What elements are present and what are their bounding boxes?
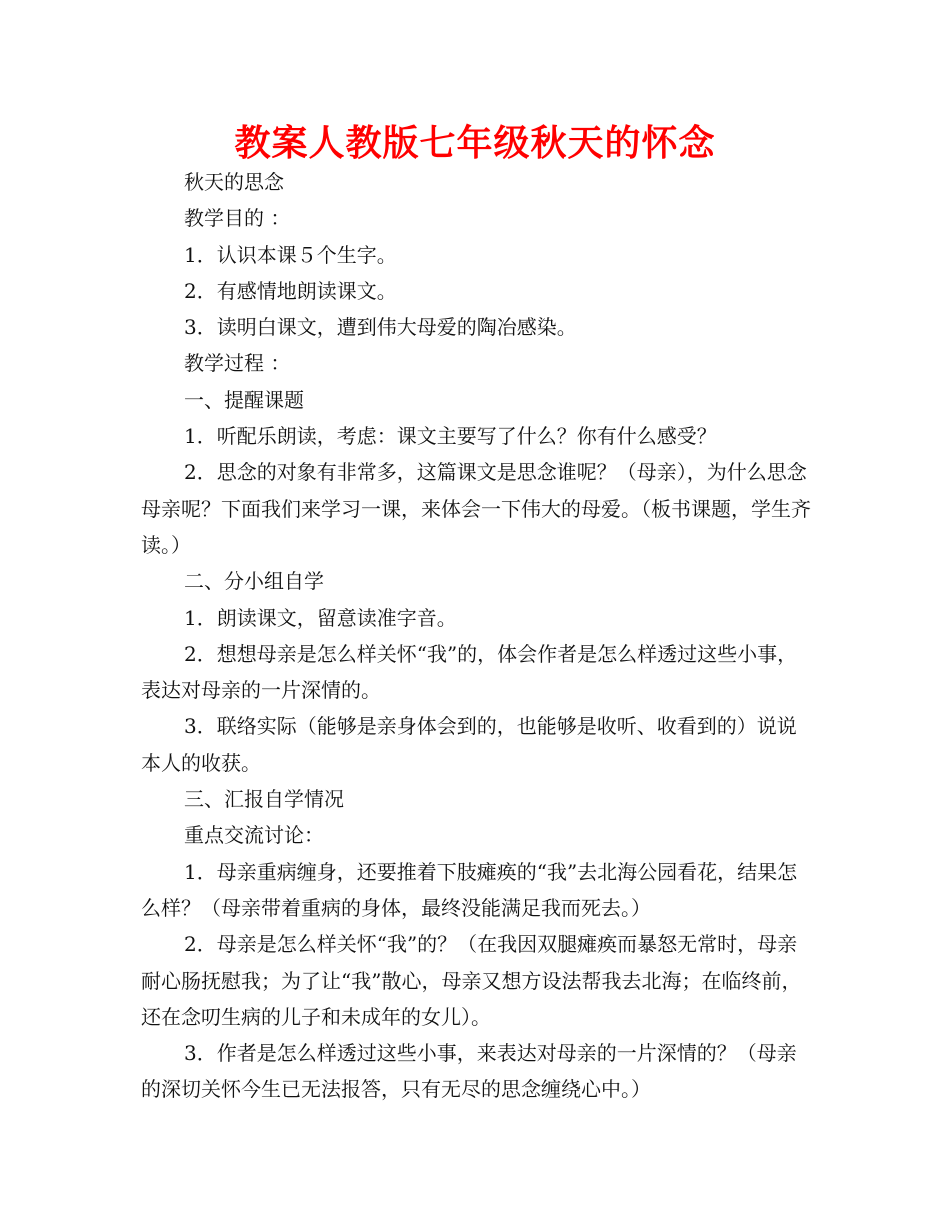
paragraph-section-1-item-1: 1．听配乐朗读，考虑：课文主要写了什么？你有什么感受？ bbox=[184, 424, 717, 449]
paragraph-objective-3: 3．读明白课文，遭到伟大母爱的陶冶感染。 bbox=[184, 315, 577, 340]
paragraph-process-heading: 教学过程 ： bbox=[184, 351, 291, 376]
paragraph-subtitle: 秋天的思念 bbox=[184, 170, 284, 194]
document-body bbox=[141, 164, 813, 1108]
paragraph-objective-1: 1．认识本课５个生字。 bbox=[184, 242, 397, 267]
paragraph-discussion-item-3: 3．作者是怎么样透过这些小事，来表达对母亲的一片深情的？（母亲的深切关怀今生已无法报答，只有无尽的思念缠绕心中。） bbox=[141, 1041, 797, 1102]
paragraph-section-2-item-3: 3．联络实际（能够是亲身体会到的，也能够是收听、收看到的）说说本人的收获。 bbox=[141, 714, 797, 775]
paragraph-section-2-item-2: 2．想想母亲是怎么样关怀“我”的，体会作者是怎么样透过这些小事，表达对母亲的一片深情的。 bbox=[141, 641, 798, 703]
paragraph-discussion-item-2: 2．母亲是怎么样关怀“我”的？（在我因双腿瘫痪而暴怒无常时，母亲耐心肠抚慰我；为了让“我”散心，母亲又想方设法帮我去北海；在临终前，还在念叨生病的儿子和未成年的女儿）。 bbox=[141, 932, 802, 1029]
paragraph-section-1-heading: 一、提醒课题 bbox=[184, 387, 304, 412]
paragraph-section-3-heading: 三、汇报自学情况 bbox=[184, 787, 344, 812]
paragraph-objectives-heading: 教学目的 ： bbox=[184, 206, 291, 231]
paragraph-discussion-item-1: 1．母亲重病缠身，还要推着下肢瘫痪的“我”去北海公园看花，结果怎么样？（母亲带着重病的身体，最终没能满足我而死去。） bbox=[141, 859, 798, 920]
paragraph-section-2-heading: 二、分小组自学 bbox=[184, 569, 324, 594]
paragraph-discussion-heading: 重点交流讨论： bbox=[184, 823, 324, 848]
paragraph-section-1-item-2: 2．思念的对象有非常多，这篇课文是思念谁呢？（母亲），为什么思念母亲呢？下面我们来学习一课，来体会一下伟大的母爱。（板书课题，学生齐读。） bbox=[141, 460, 811, 557]
paragraph-section-2-item-1: 1．朗读课文，留意读准字音。 bbox=[184, 605, 457, 630]
paragraph-objective-2: 2．有感情地朗读课文。 bbox=[184, 278, 397, 303]
document-title: 教案人教版七年级秋天的怀念 bbox=[234, 123, 716, 164]
